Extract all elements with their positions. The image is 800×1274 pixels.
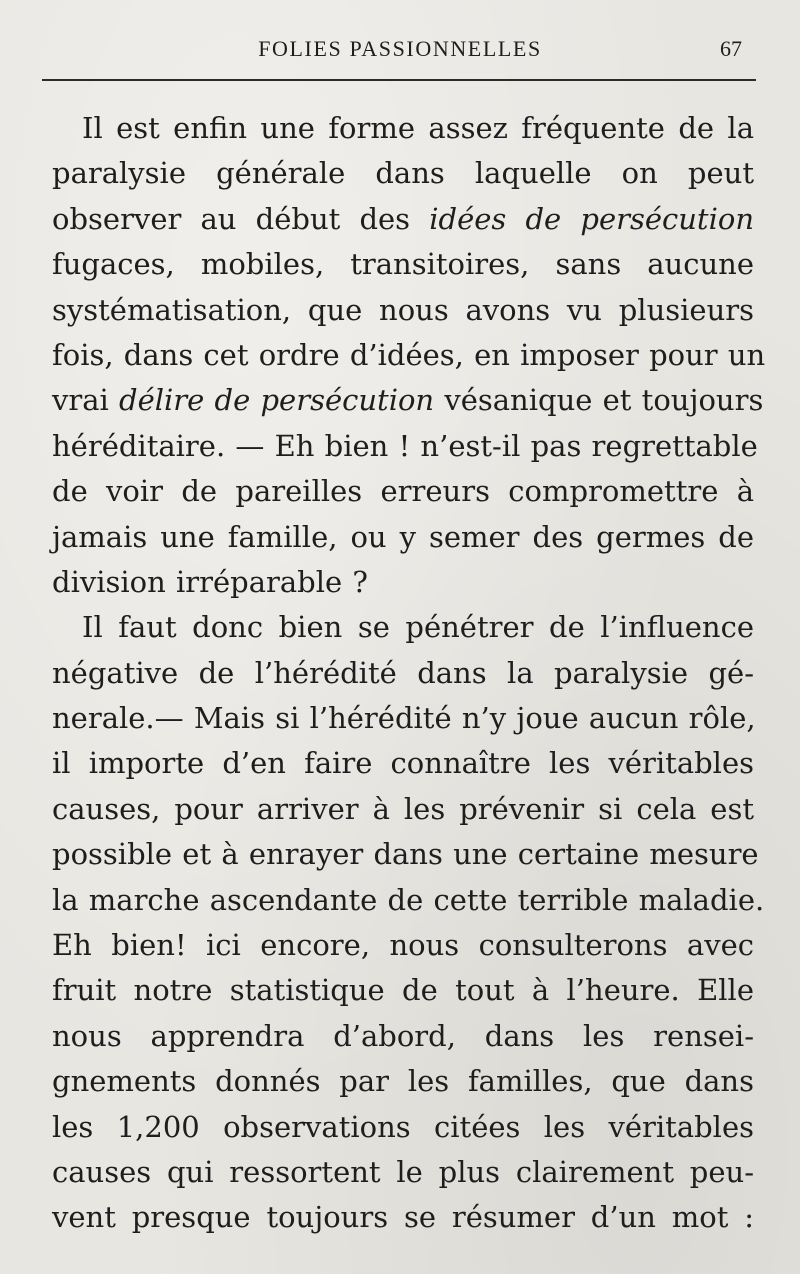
text-line: nerale.— Mais si l’hérédité n’y joue aucun rôle, [52,701,756,736]
text-line: de voir de pareilles erreurs compromettre à [52,474,754,509]
body-text [52,106,766,1241]
text-line: la marche ascendante de cette terrible maladie. [52,882,765,917]
text-line: nous apprendra d’abord, dans les rensei- [52,1018,754,1053]
text-line: fugaces, mobiles, transitoires, sans aucune [52,247,754,282]
text-line [52,378,764,423]
text-line: Eh bien! ici encore, nous consulterons avec [52,928,754,963]
page-number: 67 [720,36,742,61]
text-line: causes qui ressortent le plus clairement peu- [52,1154,754,1189]
text-line: systématisation, que nous avons vu plusieurs [52,292,754,327]
text-line: causes, pour arriver à les prévenir si cela est [52,791,754,826]
text-line: paralysie générale dans laquelle on peut [52,156,754,191]
text-line [52,197,754,242]
text-line: vent presque toujours se résumer d’un mot : [52,1200,754,1235]
text-line: héréditaire. — Eh bien ! n’est-il pas regrettable [52,428,758,463]
text-line: jamais une famille, ou y semer des germes de [52,519,754,554]
text-line: fois, dans cet ordre d’idées, en imposer pour un [52,337,766,372]
text-line: Il faut donc bien se pénétrer de l’influence [82,610,754,645]
text-line: fruit notre statistique de tout à l’heure. Elle [52,973,754,1008]
text-run: vrai [52,383,120,418]
text-line: il importe d’en faire connaître les véritables [52,746,754,781]
running-title: FOLIES PASSIONNELLES [258,36,542,61]
text-line: Il est enfin une forme assez fréquente de la [82,111,754,145]
text-line: négative de l’hérédité dans la paralysie gé- [52,655,754,690]
text-line: possible et à enrayer dans une certaine mesure [52,837,759,872]
italic-text: idées de persécution [429,201,754,236]
text-line: gnements donnés par les familles, que dans [52,1064,754,1099]
text-run: vésanique et toujours [434,383,764,418]
text-line: les 1,200 observations citées les véritables [52,1109,754,1144]
header-rule [42,79,756,81]
text-line: division irréparable ? [52,564,368,599]
text-run: observer au début des [52,201,430,236]
running-head [0,36,800,70]
italic-text: délire de persécution [119,383,435,418]
